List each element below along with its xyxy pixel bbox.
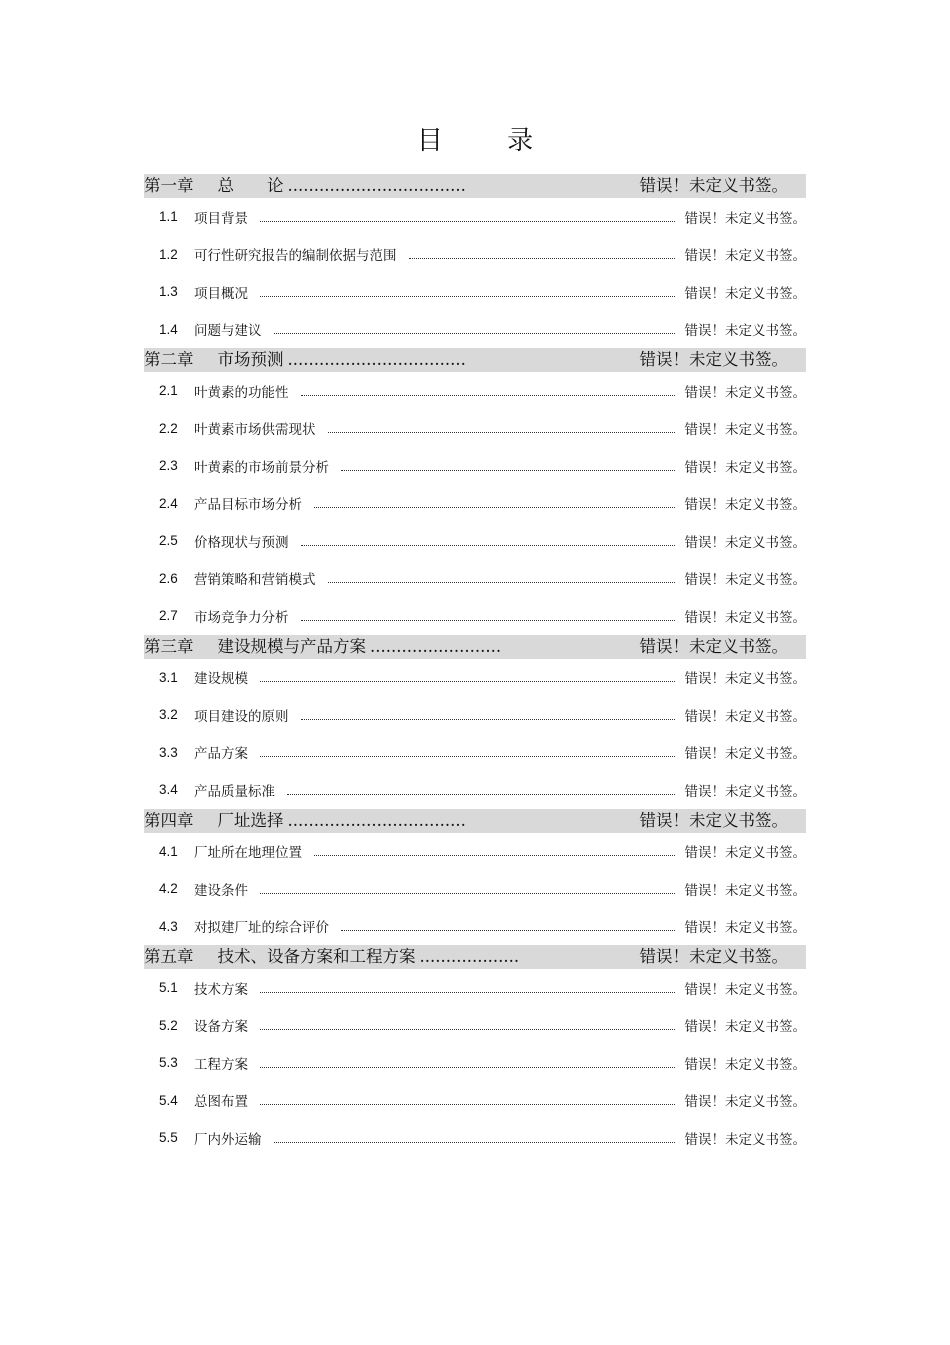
chapter-title: 市场预测	[217, 350, 284, 369]
section-number: 2.6	[159, 570, 178, 586]
chapter-number: 第五章	[144, 947, 194, 966]
section-page-ref: 错误！未定义书签。	[684, 422, 806, 439]
section-number: 5.2	[159, 1017, 178, 1033]
section-leader-dots	[260, 1066, 675, 1068]
section-number: 5.1	[159, 980, 178, 996]
toc-section-row[interactable]	[144, 485, 806, 523]
chapter-title: 技术、设备方案和工程方案	[217, 947, 416, 966]
section-page-ref: 错误！未定义书签。	[684, 572, 806, 589]
chapter-leader-dots: ..................................	[287, 810, 466, 830]
section-number: 1.1	[159, 209, 178, 225]
toc-section-row[interactable]	[144, 1082, 806, 1120]
section-leader-dots	[301, 619, 675, 621]
chapter-leader-dots: ..................................	[287, 350, 466, 369]
section-page-ref: 错误！未定义书签。	[684, 1094, 806, 1111]
section-number: 4.1	[159, 843, 178, 859]
toc-section-row[interactable]	[144, 870, 806, 908]
section-number: 5.5	[159, 1130, 178, 1146]
toc-section-row[interactable]	[144, 1044, 806, 1082]
section-page-ref: 错误！未定义书签。	[684, 534, 806, 551]
section-number: 3.2	[159, 707, 178, 723]
toc-section-row[interactable]	[144, 771, 806, 809]
section-title: 总图布置	[194, 1094, 248, 1111]
toc-section-row[interactable]	[144, 734, 806, 772]
section-number: 3.1	[159, 669, 178, 685]
section-page-ref: 错误！未定义书签。	[684, 609, 806, 626]
section-number: 5.4	[159, 1092, 178, 1108]
section-title: 建设规模	[194, 671, 248, 688]
toc-section-row[interactable]	[144, 236, 806, 274]
section-title: 叶黄素市场供需现状	[194, 422, 316, 439]
section-number: 4.3	[159, 918, 178, 934]
toc-chapter-row[interactable]	[144, 945, 806, 969]
chapter-leader-dots: .........................	[370, 636, 502, 656]
section-leader-dots	[341, 469, 675, 471]
section-leader-dots	[301, 718, 675, 720]
chapter-number: 第一章	[144, 176, 194, 195]
chapter-page-ref: 错误！未定义书签。	[639, 176, 788, 195]
section-title: 厂内外运输	[194, 1131, 262, 1148]
section-page-ref: 错误！未定义书签。	[684, 1131, 806, 1148]
toc-section-row[interactable]	[144, 273, 806, 311]
section-title: 产品方案	[194, 746, 248, 763]
toc-section-row[interactable]	[144, 696, 806, 734]
section-leader-dots	[301, 544, 675, 546]
section-page-ref: 错误！未定义书签。	[684, 783, 806, 800]
section-title: 工程方案	[194, 1056, 248, 1073]
section-page-ref: 错误！未定义书签。	[684, 981, 806, 998]
toc-section-row[interactable]	[144, 447, 806, 485]
chapter-page-ref: 错误！未定义书签。	[639, 947, 788, 966]
section-number: 2.3	[159, 458, 178, 474]
section-title: 产品目标市场分析	[194, 497, 302, 514]
chapter-page-ref: 错误！未定义书签。	[639, 350, 788, 369]
section-title: 叶黄素的功能性	[194, 384, 289, 401]
section-leader-dots	[260, 295, 675, 297]
toc-section-row[interactable]	[144, 969, 806, 1007]
chapter-page-ref: 错误！未定义书签。	[639, 810, 788, 830]
toc-section-row[interactable]	[144, 311, 806, 349]
chapter-title: 总 论	[217, 176, 284, 195]
section-page-ref: 错误！未定义书签。	[684, 384, 806, 401]
section-leader-dots	[274, 1141, 675, 1143]
section-page-ref: 错误！未定义书签。	[684, 671, 806, 688]
section-page-ref: 错误！未定义书签。	[684, 1019, 806, 1036]
section-number: 3.4	[159, 782, 178, 798]
toc-section-row[interactable]	[144, 560, 806, 598]
section-number: 2.4	[159, 495, 178, 511]
toc-section-row[interactable]	[144, 410, 806, 448]
section-leader-dots	[287, 793, 675, 795]
section-number: 1.4	[159, 321, 178, 337]
section-page-ref: 错误！未定义书签。	[684, 920, 806, 937]
toc-section-row[interactable]	[144, 659, 806, 697]
section-title: 项目概况	[194, 285, 248, 302]
section-leader-dots	[409, 257, 675, 259]
section-page-ref: 错误！未定义书签。	[684, 248, 806, 265]
chapter-number: 第三章	[144, 636, 194, 656]
section-title: 对拟建厂址的综合评价	[194, 920, 329, 937]
section-number: 1.2	[159, 246, 178, 262]
section-title: 价格现状与预测	[194, 534, 289, 551]
section-leader-dots	[260, 1103, 675, 1105]
chapter-title: 厂址选择	[217, 810, 284, 830]
section-title: 产品质量标准	[194, 783, 275, 800]
section-leader-dots	[328, 581, 675, 583]
section-number: 2.7	[159, 608, 178, 624]
section-number: 2.2	[159, 420, 178, 436]
toc-section-row[interactable]	[144, 1119, 806, 1157]
toc-section-row[interactable]	[144, 522, 806, 560]
toc-section-row[interactable]	[144, 1007, 806, 1045]
toc-chapter-row[interactable]	[144, 348, 806, 372]
section-page-ref: 错误！未定义书签。	[684, 845, 806, 862]
chapter-page-ref: 错误！未定义书签。	[639, 636, 788, 656]
section-title: 营销策略和营销模式	[194, 572, 316, 589]
section-title: 问题与建议	[194, 323, 262, 340]
section-number: 5.3	[159, 1055, 178, 1071]
section-title: 技术方案	[194, 981, 248, 998]
section-leader-dots	[260, 892, 675, 894]
section-leader-dots	[274, 332, 675, 334]
section-number: 2.1	[159, 383, 178, 399]
chapter-number: 第二章	[144, 350, 194, 369]
section-title: 叶黄素的市场前景分析	[194, 459, 329, 476]
chapter-leader-dots: ...................	[419, 947, 520, 966]
section-title: 项目背景	[194, 210, 248, 227]
section-leader-dots	[341, 929, 675, 931]
section-number: 4.2	[159, 881, 178, 897]
section-leader-dots	[260, 220, 675, 222]
toc-section-row[interactable]	[144, 833, 806, 871]
toc-section-row[interactable]	[144, 597, 806, 635]
chapter-leader-dots: ..................................	[287, 176, 466, 195]
chapter-number: 第四章	[144, 810, 194, 830]
toc-chapter-row[interactable]	[144, 635, 806, 659]
section-page-ref: 错误！未定义书签。	[684, 323, 806, 340]
section-title: 可行性研究报告的编制依据与范围	[194, 248, 397, 265]
section-leader-dots	[260, 1028, 675, 1030]
section-page-ref: 错误！未定义书签。	[684, 708, 806, 725]
section-number: 3.3	[159, 744, 178, 760]
section-leader-dots	[301, 394, 675, 396]
toc-chapter-row[interactable]	[144, 174, 806, 198]
section-leader-dots	[260, 991, 675, 993]
section-page-ref: 错误！未定义书签。	[684, 882, 806, 899]
page-title: 目 录	[416, 126, 562, 156]
toc-section-row[interactable]	[144, 908, 806, 946]
section-leader-dots	[328, 431, 675, 433]
toc-chapter-row[interactable]	[144, 809, 806, 833]
section-page-ref: 错误！未定义书签。	[684, 497, 806, 514]
section-leader-dots	[314, 506, 675, 508]
table-of-contents	[144, 174, 806, 1157]
section-leader-dots	[260, 755, 675, 757]
section-page-ref: 错误！未定义书签。	[684, 746, 806, 763]
section-title: 厂址所在地理位置	[194, 845, 302, 862]
section-title: 市场竞争力分析	[194, 609, 289, 626]
chapter-title: 建设规模与产品方案	[217, 636, 366, 656]
section-title: 建设条件	[194, 882, 248, 899]
section-title: 设备方案	[194, 1019, 248, 1036]
section-leader-dots	[260, 680, 675, 682]
section-title: 项目建设的原则	[194, 708, 289, 725]
section-page-ref: 错误！未定义书签。	[684, 459, 806, 476]
section-page-ref: 错误！未定义书签。	[684, 1056, 806, 1073]
section-page-ref: 错误！未定义书签。	[684, 210, 806, 227]
section-leader-dots	[314, 854, 675, 856]
section-page-ref: 错误！未定义书签。	[684, 285, 806, 302]
toc-section-row[interactable]	[144, 372, 806, 410]
toc-section-row[interactable]	[144, 198, 806, 236]
section-number: 2.5	[159, 533, 178, 549]
section-number: 1.3	[159, 284, 178, 300]
